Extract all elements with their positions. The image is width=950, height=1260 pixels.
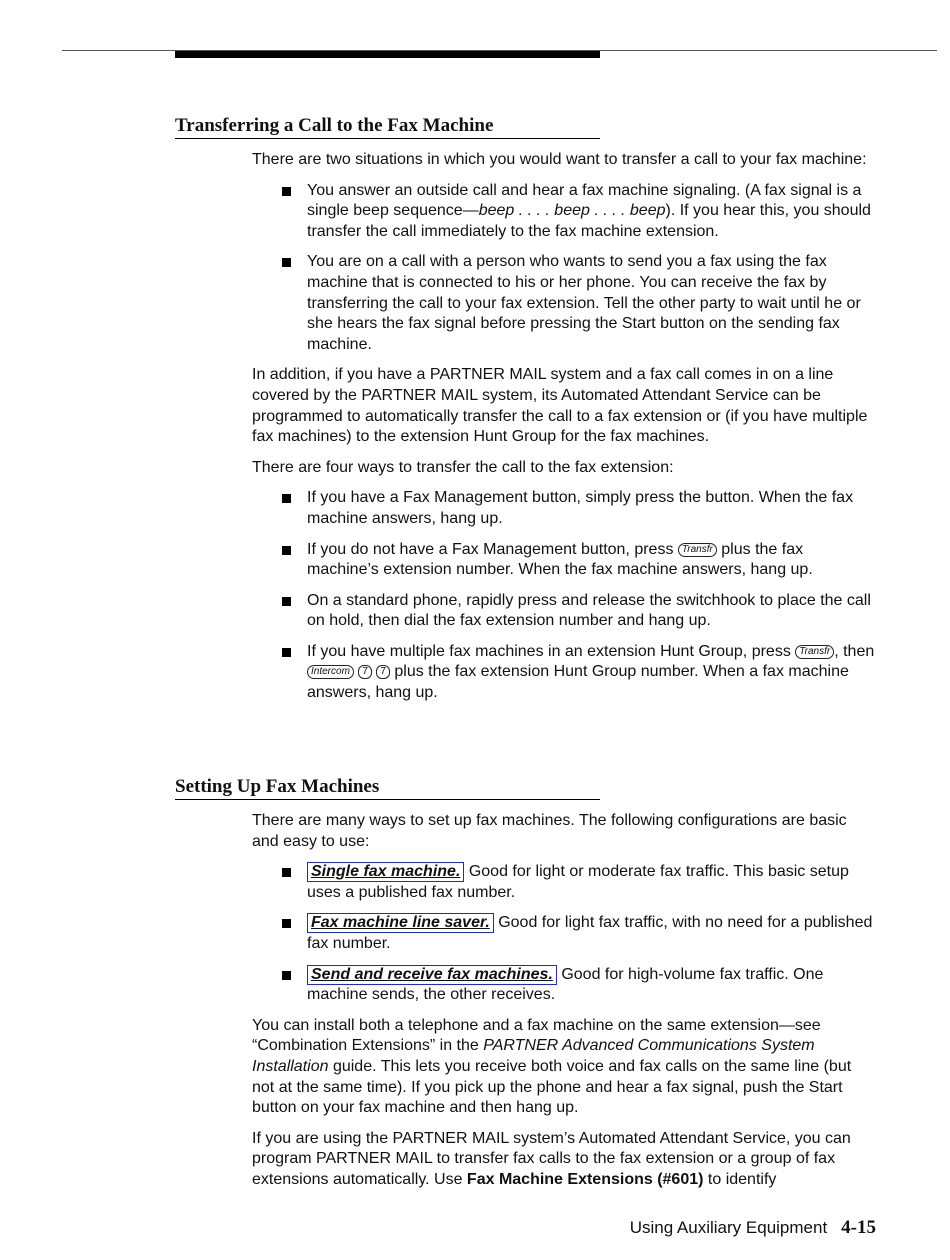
section-setting-up-body xyxy=(252,811,877,1201)
list-item: If you do not have a Fax Management button, press Transfr plus the fax machine’s extension number. When the fax machine answers, hang up. xyxy=(252,540,877,581)
seven-key: 7 xyxy=(358,665,372,679)
header-bar xyxy=(175,51,600,58)
list-item: Single fax machine. Good for light or moderate fax traffic. This basic setup uses a published fax number. xyxy=(252,862,877,903)
transfr-key: Transfr xyxy=(678,543,717,557)
config-list xyxy=(252,862,877,1006)
section-transferring-body xyxy=(252,150,877,714)
partner-mail-paragraph: If you are using the PARTNER MAIL system’s Automated Attendant Service, you can program PARTNER MAIL to transfer fax calls to the fax extension or a group of fax extensions automatically. Use Fax Machine Extensions (#601) to identify xyxy=(252,1129,851,1188)
intro-paragraph: There are many ways to set up fax machines. The following configurations are basic and easy to use: xyxy=(252,812,847,850)
seven-key: 7 xyxy=(376,665,390,679)
ways-list xyxy=(252,488,877,703)
list-item: You answer an outside call and hear a fax machine signaling. (A fax signal is a single beep sequence—beep . . . . beep . . . . beep). If you hear this, you should transfer the call immediately to the fax machine extension. xyxy=(252,181,877,243)
ways-intro: There are four ways to transfer the call to the fax extension: xyxy=(252,458,674,476)
list-item: If you have a Fax Management button, simply press the button. When the fax machine answers, hang up. xyxy=(252,488,877,529)
guide-title: PARTNER Advanced Communications System Installation xyxy=(252,1037,815,1075)
list-item: If you have multiple fax machines in an extension Hunt Group, press Transfr , then Intercom 7 7 plus the fax extension Hunt Group number. When a fax machine answers, hang up. xyxy=(252,642,877,704)
intercom-key: Intercom xyxy=(307,665,354,679)
combination-paragraph: You can install both a telephone and a fax machine on the same extension—see “Combination Extensions” in the PARTNER Advanced Communications System Installation guide. This lets you receive both voice and fax calls on the same line (but not at the same time). If you pick up the phone and hear a fax signal, push the Start button on your fax machine and then hang up. xyxy=(252,1016,852,1117)
list-item: You are on a call with a person who wants to send you a fax using the fax machine that is connected to his or her phone. You can receive the fax by transferring the call to your fax extension. Tell the other party to wait until he or she hears the fax signal before pressing the Start button on the sending fax machine. xyxy=(252,252,877,355)
section-heading-transferring: Transferring a Call to the Fax Machine xyxy=(175,115,600,139)
section-heading-setting-up: Setting Up Fax Machines xyxy=(175,776,600,800)
list-item: Fax machine line saver. Good for light fax traffic, with no need for a published fax number. xyxy=(252,913,877,954)
list-item: Send and receive fax machines. Good for high-volume fax traffic. One machine sends, the other receives. xyxy=(252,965,877,1006)
chapter-title: Using Auxiliary Equipment xyxy=(629,1218,828,1237)
line-saver-link[interactable]: Fax machine line saver. xyxy=(307,913,494,933)
situations-list xyxy=(252,181,877,356)
page-footer xyxy=(560,1217,876,1239)
single-fax-link[interactable]: Single fax machine. xyxy=(307,862,464,882)
transfr-key: Transfr xyxy=(795,645,834,659)
beep-sequence: beep . . . . beep . . . . beep xyxy=(478,202,666,220)
list-item: On a standard phone, rapidly press and release the switchhook to place the call on hold, then dial the fax extension number and hang up. xyxy=(252,591,877,632)
intro-paragraph: There are two situations in which you would want to transfer a call to your fax machine: xyxy=(252,151,867,168)
addition-paragraph: In addition, if you have a PARTNER MAIL system and a fax call comes in on a line covered by the PARTNER MAIL system, its Automated Attendant Service can be programmed to automatically transfer the call to a fax extension or (if you have multiple fax machines) to the extension Hunt Group for the fax machines. xyxy=(252,366,868,446)
page-number: 4-15 xyxy=(841,1217,876,1238)
send-receive-link[interactable]: Send and receive fax machines. xyxy=(307,965,557,985)
fax-extensions-feature: Fax Machine Extensions (#601) xyxy=(466,1170,704,1188)
